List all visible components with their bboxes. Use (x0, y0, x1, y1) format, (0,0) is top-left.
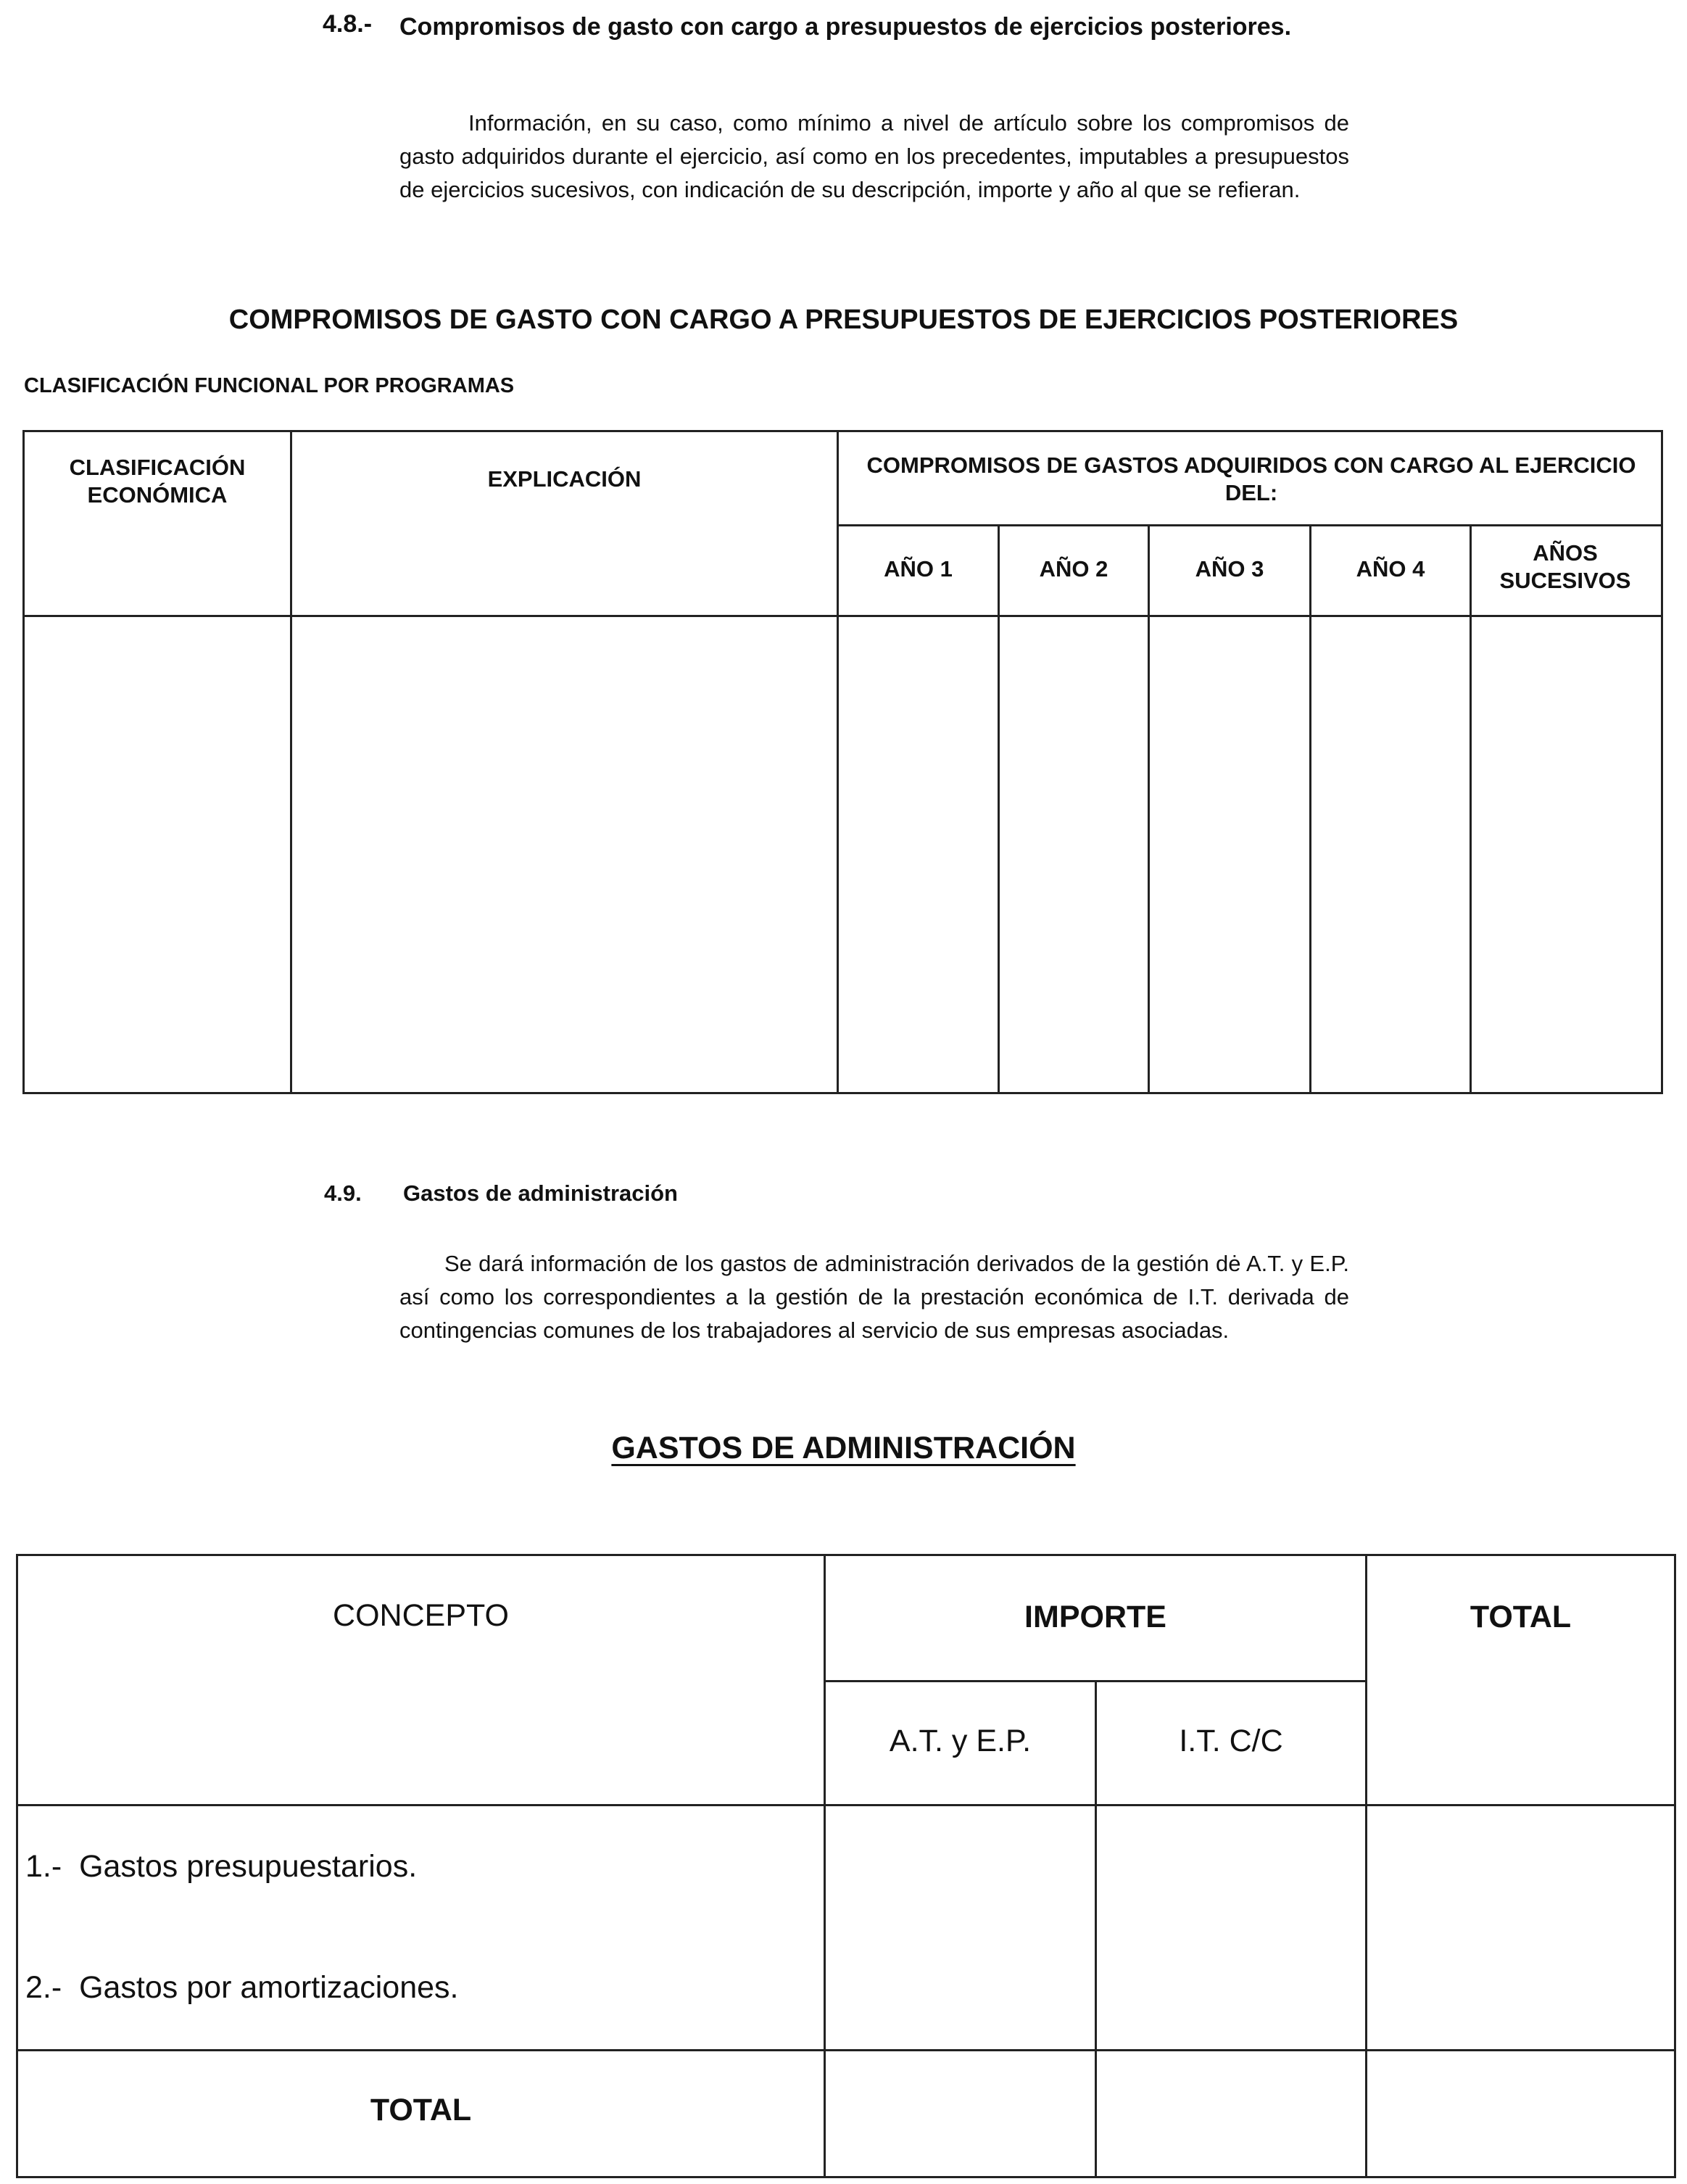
column-header-year: AÑO 3 (1195, 556, 1264, 582)
column-header-concepto: CONCEPTO (333, 1598, 509, 1633)
table-title: COMPROMISOS DE GASTO CON CARGO A PRESUPUESTOS DE EJERCICIOS POSTERIORES (228, 305, 1459, 335)
total-row-label: TOTAL (370, 2093, 472, 2127)
section-title: Gastos de administración (403, 1180, 678, 1206)
section-number: 4.8.- (323, 10, 373, 38)
column-header-explicacion: EXPLICACIÓN (487, 466, 642, 492)
section-number: 4.9. (324, 1180, 362, 1206)
section-title: Compromisos de gasto con cargo a presupuestos de ejercicios posteriores. (399, 13, 1292, 41)
table-row-label: 2.- Gastos por amortizaciones. (25, 1970, 459, 2005)
column-header-clasificacion: CLASIFICACIÓN ECONÓMICA (69, 455, 246, 508)
column-header-year: AÑO 2 (1039, 556, 1108, 582)
column-header-importe: IMPORTE (1024, 1600, 1166, 1634)
table-subtitle: CLASIFICACIÓN FUNCIONAL POR PROGRAMAS (24, 374, 515, 397)
section-paragraph: Información, en su caso, como mínimo a nivel de artículo sobre los compromisos de gasto adquiridos durante el ejercicio, así como en los precedentes, imputables a presupuestos de ejercicios sucesivos, con indicación de su descripción, importe y año al que se refieran. (399, 110, 1349, 202)
column-header-year: AÑOS SUCESIVOS (1499, 540, 1631, 593)
column-header-compromisos: COMPROMISOS DE GASTOS ADQUIRIDOS CON CARGO AL EJERCICIO DEL: (866, 452, 1636, 505)
table-row-label: 1.- Gastos presupuestarios. (25, 1849, 418, 1884)
column-header-total: TOTAL (1470, 1600, 1572, 1634)
column-header-year: AÑO 4 (1356, 556, 1425, 582)
column-header-year: AÑO 1 (884, 556, 953, 582)
table-title: GASTOS DE ADMINISTRACIÓN (611, 1431, 1076, 1465)
section-paragraph: Se dará información de los gastos de administración derivados de la gestión dė A.T. y E.P. así como los correspondientes a la gestión de la prestación económica de I.T. derivada de contingencias comunes de los trabajadores al servicio de sus empresas asociadas. (399, 1251, 1349, 1343)
column-header-at-ep: A.T. y E.P. (889, 1724, 1032, 1758)
column-header-it-cc: I.T. C/C (1179, 1724, 1283, 1758)
